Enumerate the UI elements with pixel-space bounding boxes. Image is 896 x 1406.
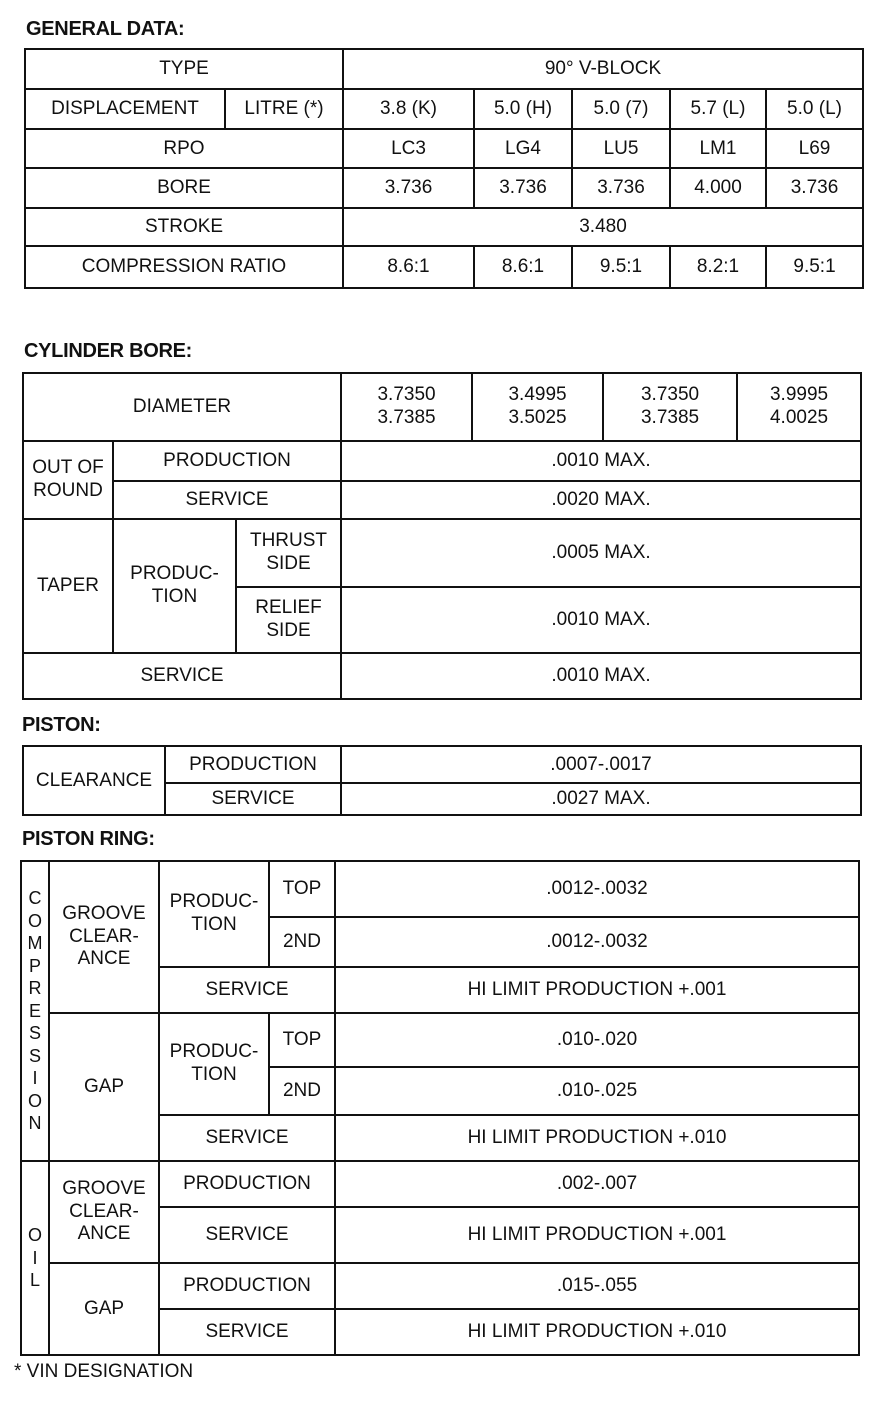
oil-groove-clearance-label <box>49 1161 159 1263</box>
vertical-letter: M <box>27 933 43 954</box>
piston-service-label: SERVICE <box>165 783 341 815</box>
second-label: 2ND <box>269 917 335 967</box>
relief-line1: RELIEF <box>255 597 322 619</box>
side-line2: SIDE <box>266 553 311 574</box>
diameter-min: 3.4995 <box>508 384 567 406</box>
compression-cell: 8.6:1 <box>343 246 474 288</box>
diameter-max: 3.5025 <box>508 407 567 428</box>
vertical-letter: I <box>32 1247 38 1268</box>
comp-gap-service-label: SERVICE <box>159 1115 335 1161</box>
vertical-letter: O <box>27 910 42 931</box>
clearance-label: CLEARANCE <box>23 746 165 815</box>
diameter-max: 4.0025 <box>769 407 829 428</box>
cylinder-bore-heading: CYLINDER BORE: <box>24 340 193 362</box>
groove-line: GROOVE <box>62 1177 146 1199</box>
piston-table <box>22 745 862 816</box>
vertical-letter: C <box>28 888 42 909</box>
bore-cell: 3.736 <box>343 168 474 208</box>
oil-groove-service-value: HI LIMIT PRODUCTION +.001 <box>335 1207 859 1263</box>
taper-service-value: .0010 MAX. <box>341 653 861 699</box>
diameter-min: 3.7350 <box>640 384 700 406</box>
diameter-cell <box>737 373 861 441</box>
compression-ratio-label: COMPRESSION RATIO <box>25 246 343 288</box>
oor-production-value: .0010 MAX. <box>341 441 861 481</box>
rpo-cell: LG4 <box>474 129 572 168</box>
vertical-letter: O <box>27 1225 42 1246</box>
rpo-cell: L69 <box>766 129 863 168</box>
thrust-line1: THRUST <box>249 530 328 552</box>
comp-gap-label: GAP <box>49 1013 159 1161</box>
rpo-label: RPO <box>25 129 343 168</box>
rpo-cell: LC3 <box>343 129 474 168</box>
oil-vertical-label <box>21 1161 49 1355</box>
displacement-cell: 3.8 (K) <box>343 89 474 129</box>
piston-service-value: .0027 MAX. <box>341 783 861 815</box>
vertical-letter: S <box>28 1045 41 1066</box>
out-of-round-line2: ROUND <box>33 480 103 501</box>
general-data-heading: GENERAL DATA: <box>26 18 185 40</box>
compression-cell: 8.6:1 <box>474 246 572 288</box>
ance-line: ANCE <box>77 1223 131 1245</box>
second-label: 2ND <box>269 1067 335 1115</box>
vertical-letter: L <box>29 1270 40 1291</box>
general-data-table <box>24 48 864 289</box>
diameter-cell <box>472 373 603 441</box>
bore-label: BORE <box>25 168 343 208</box>
oil-gap-service-label: SERVICE <box>159 1309 335 1355</box>
produc-line1: PRODUC- <box>169 1041 259 1063</box>
comp-groove-2nd-value: .0012-.0032 <box>335 917 859 967</box>
oor-service-value: .0020 MAX. <box>341 481 861 519</box>
diameter-min: 3.7350 <box>377 384 436 406</box>
diameter-cell <box>603 373 737 441</box>
oil-groove-service-label: SERVICE <box>159 1207 335 1263</box>
out-of-round-label <box>23 441 113 519</box>
diameter-min: 3.9995 <box>769 384 829 406</box>
oil-groove-production-value: .002-.007 <box>335 1161 859 1207</box>
piston-heading: PISTON: <box>22 714 101 736</box>
tion-line2: TION <box>151 586 198 607</box>
piston-ring-heading: PISTON RING: <box>22 828 155 850</box>
comp-groove-clearance-label <box>49 861 159 1013</box>
produc-line1: PRODUC- <box>130 563 219 585</box>
displacement-cell: 5.7 (L) <box>670 89 766 129</box>
clear-line: CLEAR- <box>69 1200 139 1222</box>
produc-line1: PRODUC- <box>169 891 259 913</box>
taper-relief-value: .0010 MAX. <box>341 587 861 653</box>
piston-production-value: .0007-.0017 <box>341 746 861 783</box>
oil-gap-service-value: HI LIMIT PRODUCTION +.010 <box>335 1309 859 1355</box>
stroke-label: STROKE <box>25 208 343 246</box>
displacement-cell: 5.0 (H) <box>474 89 572 129</box>
bore-cell: 3.736 <box>474 168 572 208</box>
side-line2: SIDE <box>266 620 311 641</box>
cylinder-bore-table <box>22 372 862 700</box>
comp-gap-top-value: .010-.020 <box>335 1013 859 1067</box>
oil-gap-label: GAP <box>49 1263 159 1355</box>
taper-thrust-value: .0005 MAX. <box>341 519 861 587</box>
piston-ring-table <box>20 860 860 1356</box>
compression-vertical-label <box>21 861 49 1161</box>
vertical-letter: S <box>28 1023 41 1044</box>
stroke-value: 3.480 <box>343 208 863 246</box>
compression-cell: 9.5:1 <box>766 246 863 288</box>
oor-production-label: PRODUCTION <box>113 441 341 481</box>
bore-cell: 4.000 <box>670 168 766 208</box>
diameter-label: DIAMETER <box>23 373 341 441</box>
bore-cell: 3.736 <box>766 168 863 208</box>
out-of-round-line1: OUT OF <box>32 457 104 479</box>
vertical-letter: R <box>28 978 42 999</box>
displacement-cell: 5.0 (7) <box>572 89 670 129</box>
rpo-cell: LM1 <box>670 129 766 168</box>
diameter-cell <box>341 373 472 441</box>
oil-groove-production-label: PRODUCTION <box>159 1161 335 1207</box>
taper-service-label: SERVICE <box>23 653 341 699</box>
top-label: TOP <box>269 861 335 917</box>
rpo-cell: LU5 <box>572 129 670 168</box>
thrust-side-label <box>236 519 341 587</box>
relief-side-label <box>236 587 341 653</box>
top-label: TOP <box>269 1013 335 1067</box>
taper-label: TAPER <box>23 519 113 653</box>
compression-cell: 9.5:1 <box>572 246 670 288</box>
vertical-letter: N <box>28 1113 42 1134</box>
taper-production-label <box>113 519 236 653</box>
vertical-letter: O <box>27 1090 42 1111</box>
tion-line2: TION <box>191 914 237 935</box>
comp-groove-top-value: .0012-.0032 <box>335 861 859 917</box>
displacement-cell: 5.0 (L) <box>766 89 863 129</box>
comp-gap-production-label <box>159 1013 269 1115</box>
footnote: * VIN DESIGNATION <box>14 1361 194 1382</box>
displacement-label: DISPLACEMENT <box>25 89 225 129</box>
groove-line: GROOVE <box>62 902 146 924</box>
litre-label: LITRE (*) <box>225 89 343 129</box>
diameter-max: 3.7385 <box>377 407 436 428</box>
comp-groove-production-label <box>159 861 269 967</box>
vertical-letter: P <box>28 955 41 976</box>
piston-production-label: PRODUCTION <box>165 746 341 783</box>
type-value: 90° V-BLOCK <box>343 49 863 89</box>
vertical-letter: I <box>32 1068 38 1089</box>
comp-groove-service-value: HI LIMIT PRODUCTION +.001 <box>335 967 859 1013</box>
clear-line: CLEAR- <box>69 925 139 947</box>
comp-gap-2nd-value: .010-.025 <box>335 1067 859 1115</box>
diameter-max: 3.7385 <box>640 407 700 428</box>
tion-line2: TION <box>191 1064 237 1085</box>
vertical-letter: E <box>28 1000 41 1021</box>
comp-groove-service-label: SERVICE <box>159 967 335 1013</box>
comp-gap-service-value: HI LIMIT PRODUCTION +.010 <box>335 1115 859 1161</box>
compression-cell: 8.2:1 <box>670 246 766 288</box>
oor-service-label: SERVICE <box>113 481 341 519</box>
type-label: TYPE <box>25 49 343 89</box>
ance-line: ANCE <box>77 948 131 970</box>
oil-gap-production-value: .015-.055 <box>335 1263 859 1309</box>
bore-cell: 3.736 <box>572 168 670 208</box>
oil-gap-production-label: PRODUCTION <box>159 1263 335 1309</box>
